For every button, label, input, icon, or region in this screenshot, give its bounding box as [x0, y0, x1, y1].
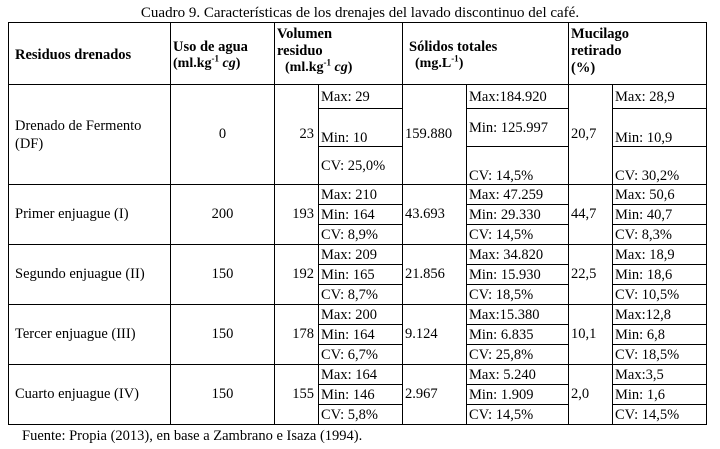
cell-solidos: 159.880 — [403, 85, 467, 185]
cell-sol-cv: CV: 18,5% — [467, 285, 569, 305]
cell-uso: 150 — [171, 365, 275, 425]
cell-mucilago: 2,0 — [569, 365, 613, 425]
drainage-table — [8, 22, 707, 425]
header-uso-line1: Uso de agua — [173, 38, 248, 55]
cell-volumen: 155 — [275, 365, 319, 425]
header-volumen — [275, 23, 403, 85]
cell-uso: 200 — [171, 185, 275, 245]
cell-residuo: Segundo enjuague (II) — [9, 245, 171, 305]
header-residuos-label: Residuos drenados — [15, 46, 132, 63]
header-vol-line3: ($ml.kg^{-1}$ cg) — [285, 57, 353, 75]
cell-vol-cv: CV: 8,7% — [319, 285, 403, 305]
cell-vol-max: Max: 210 — [319, 185, 403, 205]
header-residuos — [9, 23, 171, 85]
header-muc-line2: retirado — [571, 43, 622, 59]
cell-vol-min: Min: 164 — [319, 325, 403, 345]
cell-sol-cv: CV: 14,5% — [467, 405, 569, 425]
source-note: Fuente: Propia (2013), en base a Zambrano e Isaza (1994). — [22, 428, 363, 444]
cell-muc-max: Max: 28,9 — [613, 85, 707, 109]
cell-sol-cv: CV: 14,5% — [467, 147, 569, 185]
cell-sol-cv: CV: 14,5% — [467, 225, 569, 245]
cell-muc-min: Min: 10,9 — [613, 109, 707, 147]
header-uso-agua — [171, 23, 275, 85]
header-muc-line3: (%) — [571, 60, 596, 76]
cell-muc-min: Min: 40,7 — [613, 205, 707, 225]
cell-vol-min: Min: 165 — [319, 265, 403, 285]
cell-sol-max: Max:15.380 — [467, 305, 569, 325]
header-muc-line1: Mucilago — [571, 26, 630, 42]
table-row — [9, 305, 707, 325]
cell-volumen: 23 — [275, 85, 319, 185]
cell-vol-min: Min: 146 — [319, 385, 403, 405]
cell-solidos: 2.967 — [403, 365, 467, 425]
table-row — [9, 245, 707, 265]
cell-sol-min: Min: 6.835 — [467, 325, 569, 345]
cell-vol-max: Max: 164 — [319, 365, 403, 385]
cell-residuo: Tercer enjuague (III) — [9, 305, 171, 365]
cell-solidos: 43.693 — [403, 185, 467, 245]
header-vol-line1: Volumen — [277, 26, 333, 42]
cell-vol-cv: CV: 25,0% — [319, 147, 403, 185]
cell-residuo: Primer enjuague (I) — [9, 185, 171, 245]
cell-mucilago: 44,7 — [569, 185, 613, 245]
cell-muc-cv: CV: 18,5% — [613, 345, 707, 365]
header-solidos — [403, 23, 569, 85]
cell-sol-cv: CV: 25,8% — [467, 345, 569, 365]
cell-vol-max: Max: 29 — [319, 85, 403, 109]
table-caption: Cuadro 9. Características de los drenajes del lavado discontinuo del café. — [140, 5, 580, 21]
cell-sol-min: Min: 125.997 — [467, 109, 569, 147]
cell-mucilago: 22,5 — [569, 245, 613, 305]
cell-muc-cv: CV: 30,2% — [613, 147, 707, 185]
cell-sol-min: Min: 29.330 — [467, 205, 569, 225]
cell-mucilago: 20,7 — [569, 85, 613, 185]
cell-uso: 0 — [171, 85, 275, 185]
cell-sol-min: Min: 1.909 — [467, 385, 569, 405]
cell-muc-min: Min: 18,6 — [613, 265, 707, 285]
cell-vol-min: Min: 10 — [319, 109, 403, 147]
cell-muc-max: Max: 50,6 — [613, 185, 707, 205]
cell-vol-min: Min: 164 — [319, 205, 403, 225]
cell-uso: 150 — [171, 245, 275, 305]
cell-volumen: 192 — [275, 245, 319, 305]
header-vol-line2: residuo — [277, 43, 323, 59]
header-sol-line2: $(mg.L^{-1})$ — [415, 52, 464, 71]
header-row — [9, 23, 707, 85]
table-row — [9, 85, 707, 109]
cell-sol-min: Min: 15.930 — [467, 265, 569, 285]
cell-sol-max: Max: 47.259 — [467, 185, 569, 205]
cell-sol-max: Max: 34.820 — [467, 245, 569, 265]
table-row — [9, 185, 707, 205]
cell-volumen: 178 — [275, 305, 319, 365]
cell-sol-max: Max:184.920 — [467, 85, 569, 109]
cell-muc-min: Min: 1,6 — [613, 385, 707, 405]
cell-muc-max: Max:3,5 — [613, 365, 707, 385]
cell-vol-max: Max: 200 — [319, 305, 403, 325]
cell-sol-max: Max: 5.240 — [467, 365, 569, 385]
cell-muc-cv: CV: 10,5% — [613, 285, 707, 305]
cell-mucilago: 10,1 — [569, 305, 613, 365]
table-row — [9, 365, 707, 385]
cell-residuo: Cuarto enjuague (IV) — [9, 365, 171, 425]
cell-residuo: Drenado de Fermento (DF) — [9, 85, 171, 185]
cell-muc-max: Max:12,8 — [613, 305, 707, 325]
cell-muc-min: Min: 6,8 — [613, 325, 707, 345]
header-mucilago — [569, 23, 707, 85]
cell-vol-cv: CV: 8,9% — [319, 225, 403, 245]
cell-vol-max: Max: 209 — [319, 245, 403, 265]
cell-muc-cv: CV: 8,3% — [613, 225, 707, 245]
header-uso-line2: ($ml.kg^{-1}$ cg) — [173, 52, 241, 71]
cell-uso: 150 — [171, 305, 275, 365]
cell-solidos: 9.124 — [403, 305, 467, 365]
header-sol-line1: Sólidos totales — [409, 38, 498, 55]
cell-vol-cv: CV: 5,8% — [319, 405, 403, 425]
cell-vol-cv: CV: 6,7% — [319, 345, 403, 365]
cell-volumen: 193 — [275, 185, 319, 245]
cell-solidos: 21.856 — [403, 245, 467, 305]
cell-muc-max: Max: 18,9 — [613, 245, 707, 265]
cell-muc-cv: CV: 14,5% — [613, 405, 707, 425]
